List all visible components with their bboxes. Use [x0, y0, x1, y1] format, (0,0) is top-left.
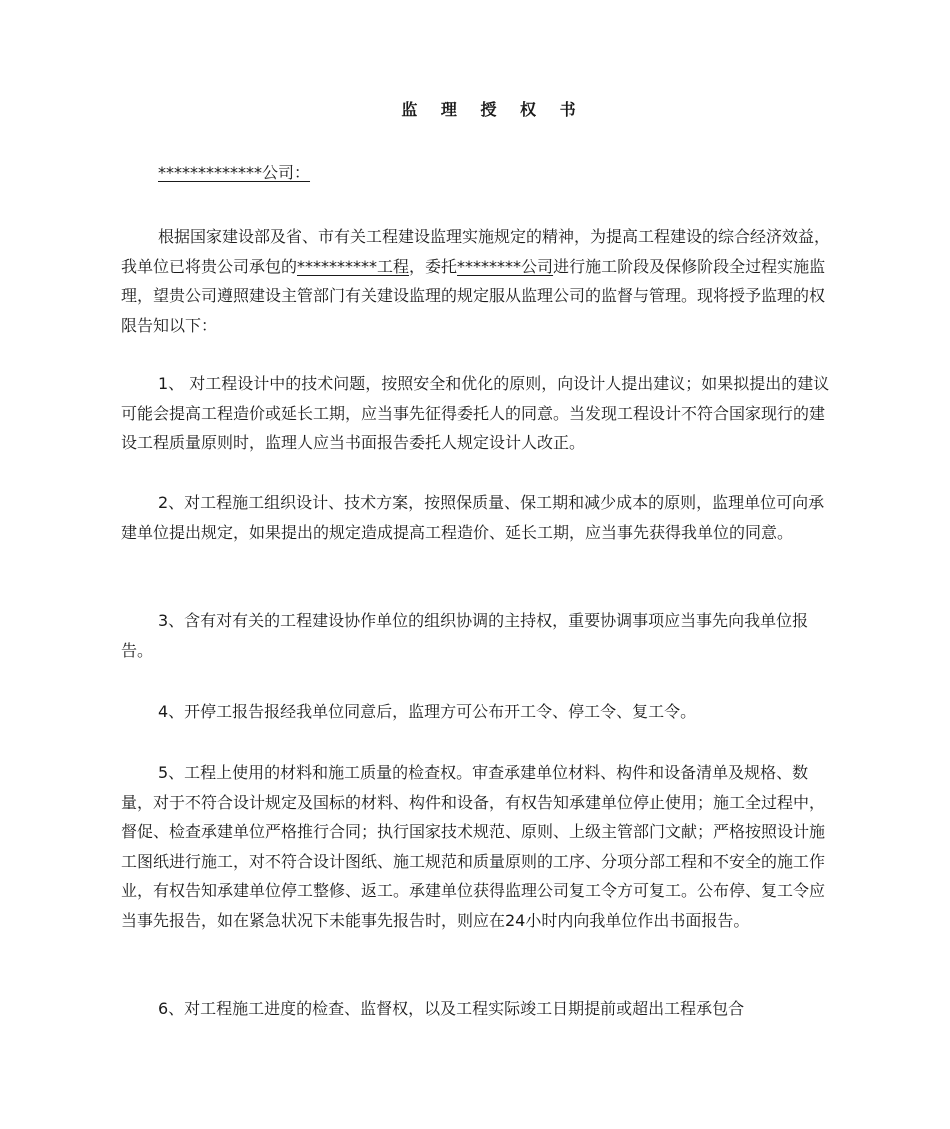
authority-item-4: 4、开停工报告报经我单位同意后，监理方可公布开工令、停工令、复工令。 [158, 702, 697, 721]
authority-item-1: 1、 对工程设计中的技术问题，按照安全和优化的原则，向设计人提出建议；如果拟提出的建议可能会提高工程造价或延长工期，应当事先征得委托人的同意。当发现工程设计不符合国家现行的建设工程质量原则时，监理人应当书面报告委托人规定设计人改正。 [121, 374, 830, 452]
authority-item-3: 3、含有对有关的工程建设协作单位的组织协调的主持权，重要协调事项应当事先向我单位报告。 [121, 611, 809, 660]
intro-text-part3: 进行施工阶段及保修阶段全过程实施监理，望贵公司遵照建设主管部门有关建设监理的规定服从监理公司的监督与管理。现将授予监理的权限告知以下： [121, 256, 826, 335]
authority-item-2: 2、对工程施工组织设计、技术方案，按照保质量、保工期和减少成本的原则，监理单位可向承建单位提出规定，如果提出的规定造成提高工程造价、延长工期，应当事先获得我单位的同意。 [121, 493, 825, 542]
authority-item-6: 6、对工程施工进度的检查、监督权，以及工程实际竣工日期提前或超出工程承包合 [158, 999, 745, 1018]
intro-text-part2: ，委托 [409, 256, 458, 276]
project-name-blank: **********工程 [297, 256, 410, 276]
authority-item-5: 5、工程上使用的材料和施工质量的检查权。审查承建单位材料、构件和设备清单及规格、数量，对于不符合设计规定及国标的材料、构件和设备，有权告知承建单位停止使用；施工全过程中，督促、检查承建单位严格推行合同；执行国家技术规范、原则、上级主管部门文献；严格按照设计施工图纸进行施工，对不符合设计图纸、施工规范和质量原则的工序、分项分部工程和不安全的施工作业，有权告知承建单位停工整修、返工。承建单位获得监理公司复工令方可复工。公布停、复工令应当事先报告，如在紧急状况下未能事先报告时，则应在24小时内向我单位作出书面报告。 [121, 763, 826, 930]
intro-text-part1: 根据国家建设部及省、市有关工程建设监理实施规定的精神，为提高工程建设的综合经济效益，我单位已将贵公司承包的 [121, 227, 831, 276]
intro-paragraph [121, 222, 833, 340]
document-title: 监 理 授 权 书 [401, 100, 585, 119]
supervision-company-blank: ********公司 [457, 256, 554, 276]
addressee-line: *************公司： [158, 163, 311, 182]
